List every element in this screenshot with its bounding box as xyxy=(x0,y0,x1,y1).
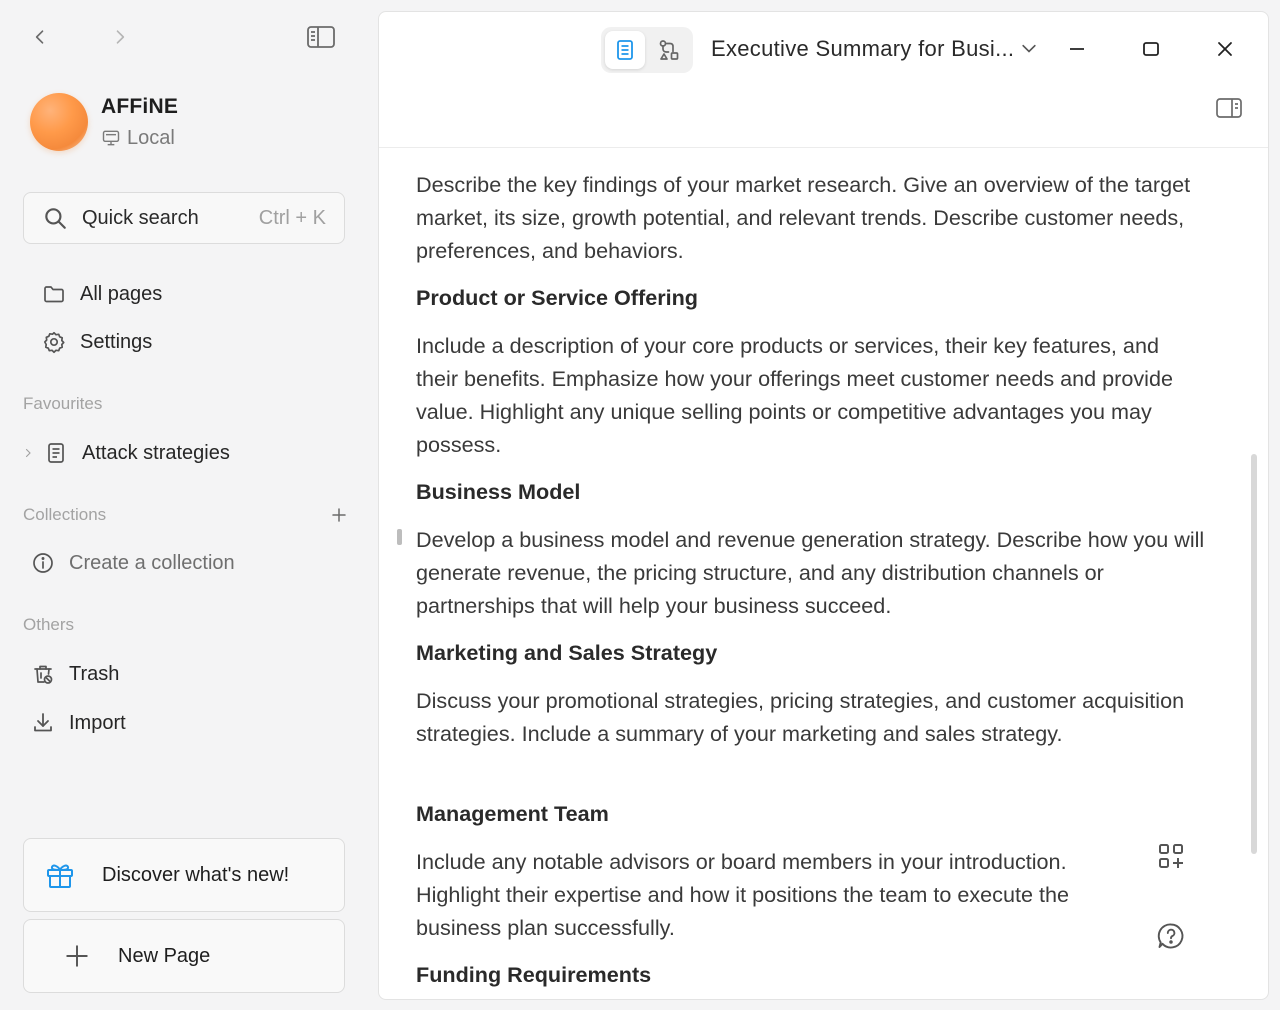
close-icon xyxy=(1215,39,1235,59)
editor-header xyxy=(379,12,1268,148)
workspace-type xyxy=(101,127,178,150)
workspace-type-label: Local xyxy=(127,126,175,149)
right-sidebar-icon xyxy=(1215,96,1243,120)
heading-block[interactable]: Funding Requirements xyxy=(416,962,652,987)
heading-block[interactable]: Marketing and Sales Strategy xyxy=(416,640,718,665)
doc-title[interactable]: Executive Summary for Busi... xyxy=(711,36,1015,61)
edgeless-mode-button[interactable] xyxy=(649,31,689,69)
sidebar-toggle-icon xyxy=(306,25,336,49)
maximize-button[interactable] xyxy=(1136,34,1166,64)
right-panel-toggle-button[interactable] xyxy=(1213,94,1245,122)
editor-pane xyxy=(378,11,1269,1000)
sidebar-item-settings[interactable] xyxy=(40,328,152,356)
chevron-right-icon[interactable] xyxy=(22,447,36,459)
page-icon xyxy=(613,38,637,62)
sidebar-item-label: Settings xyxy=(80,330,153,353)
sidebar-item-all-pages[interactable] xyxy=(40,280,162,308)
page-icon xyxy=(42,439,70,467)
info-icon xyxy=(29,549,57,577)
trash-icon xyxy=(29,660,57,688)
discover-label: Discover what's new! xyxy=(102,863,290,886)
paragraph-block[interactable]: Develop a business model and revenue generation strategy. Describe how you will generate revenue, the pricing structure, and any distribution channels or partnerships that will help your business succeed. xyxy=(416,527,1205,618)
folder-icon xyxy=(40,280,68,308)
discover-whats-new-button[interactable] xyxy=(23,838,345,912)
gear-icon xyxy=(40,328,68,356)
local-storage-icon xyxy=(101,128,121,148)
sidebar-item-label: Trash xyxy=(69,662,120,685)
sidebar-item-label: Import xyxy=(69,711,126,734)
quick-search-shortcut: Ctrl + K xyxy=(258,206,326,229)
scrollbar-thumb[interactable] xyxy=(1251,454,1257,854)
minimize-button[interactable] xyxy=(1062,34,1092,64)
workspace-name: AFFiNE xyxy=(101,94,179,118)
help-icon xyxy=(1156,921,1186,951)
add-block-button[interactable] xyxy=(1153,838,1189,874)
plus-icon xyxy=(64,943,90,969)
chevron-right-icon xyxy=(110,27,130,47)
heading-block[interactable]: Business Model xyxy=(416,479,581,504)
plus-icon xyxy=(330,506,348,524)
add-collection-button[interactable] xyxy=(326,502,352,528)
minimize-icon xyxy=(1067,39,1087,59)
editor-mode-switch xyxy=(601,27,693,73)
block-drag-handle[interactable] xyxy=(397,529,402,545)
gift-icon xyxy=(44,859,76,891)
chevron-left-icon xyxy=(30,27,50,47)
chevron-down-icon[interactable] xyxy=(1019,39,1039,59)
quick-search-label: Quick search xyxy=(82,206,199,229)
heading-block[interactable]: Product or Service Offering xyxy=(416,285,698,310)
sidebar-item-label: All pages xyxy=(80,282,163,305)
paragraph-block[interactable]: Describe the key findings of your market research. Give an overview of the target market, its size, growth potential, and relevant trends. Describe customer needs, preferences, and behaviors. xyxy=(416,172,1191,263)
workspace-card[interactable] xyxy=(30,92,350,152)
help-button[interactable] xyxy=(1153,918,1189,954)
create-collection-label: Create a collection xyxy=(69,551,235,574)
favourite-item-attack-strategies[interactable] xyxy=(22,439,230,467)
close-button[interactable] xyxy=(1210,34,1240,64)
paragraph-block[interactable]: Discuss your promotional strategies, pricing strategies, and customer acquisition strategies. Include a summary of your marketing and sales strategy. xyxy=(416,688,1185,746)
favourite-item-label: Attack strategies xyxy=(82,441,230,464)
apps-add-icon xyxy=(1156,841,1186,871)
sidebar-toggle-button[interactable] xyxy=(305,23,337,51)
quick-search-button[interactable] xyxy=(23,192,345,244)
sidebar-item-import[interactable] xyxy=(29,709,126,737)
back-button[interactable] xyxy=(26,23,54,51)
create-collection-button[interactable] xyxy=(29,549,235,577)
search-icon xyxy=(42,205,68,231)
sidebar-item-trash[interactable] xyxy=(29,660,119,688)
workspace-info xyxy=(101,95,178,150)
paragraph-block[interactable]: Include a description of your core products or services, their key features, and their benefits. Emphasize how your offerings meet customer needs and provide value. Highlight any unique selling points or competitive advantages you may possess. xyxy=(416,333,1173,457)
collections-section-label: Collections xyxy=(23,505,107,524)
new-page-label: New Page xyxy=(118,944,211,967)
paragraph-block[interactable]: Include any notable advisors or board members in your introduction. Highlight their expertise and how it positions the team to execute the business plan successfully. xyxy=(416,849,1069,940)
edgeless-icon xyxy=(657,38,681,62)
workspace-avatar xyxy=(30,93,88,151)
favourites-section-label: Favourites xyxy=(23,394,103,413)
forward-button[interactable] xyxy=(106,23,134,51)
sidebar xyxy=(0,0,370,1010)
page-mode-button[interactable] xyxy=(605,31,645,69)
maximize-icon xyxy=(1141,39,1161,59)
heading-block[interactable]: Management Team xyxy=(416,801,609,826)
others-section-label: Others xyxy=(23,615,75,634)
download-icon xyxy=(29,709,57,737)
new-page-button[interactable] xyxy=(23,919,345,993)
